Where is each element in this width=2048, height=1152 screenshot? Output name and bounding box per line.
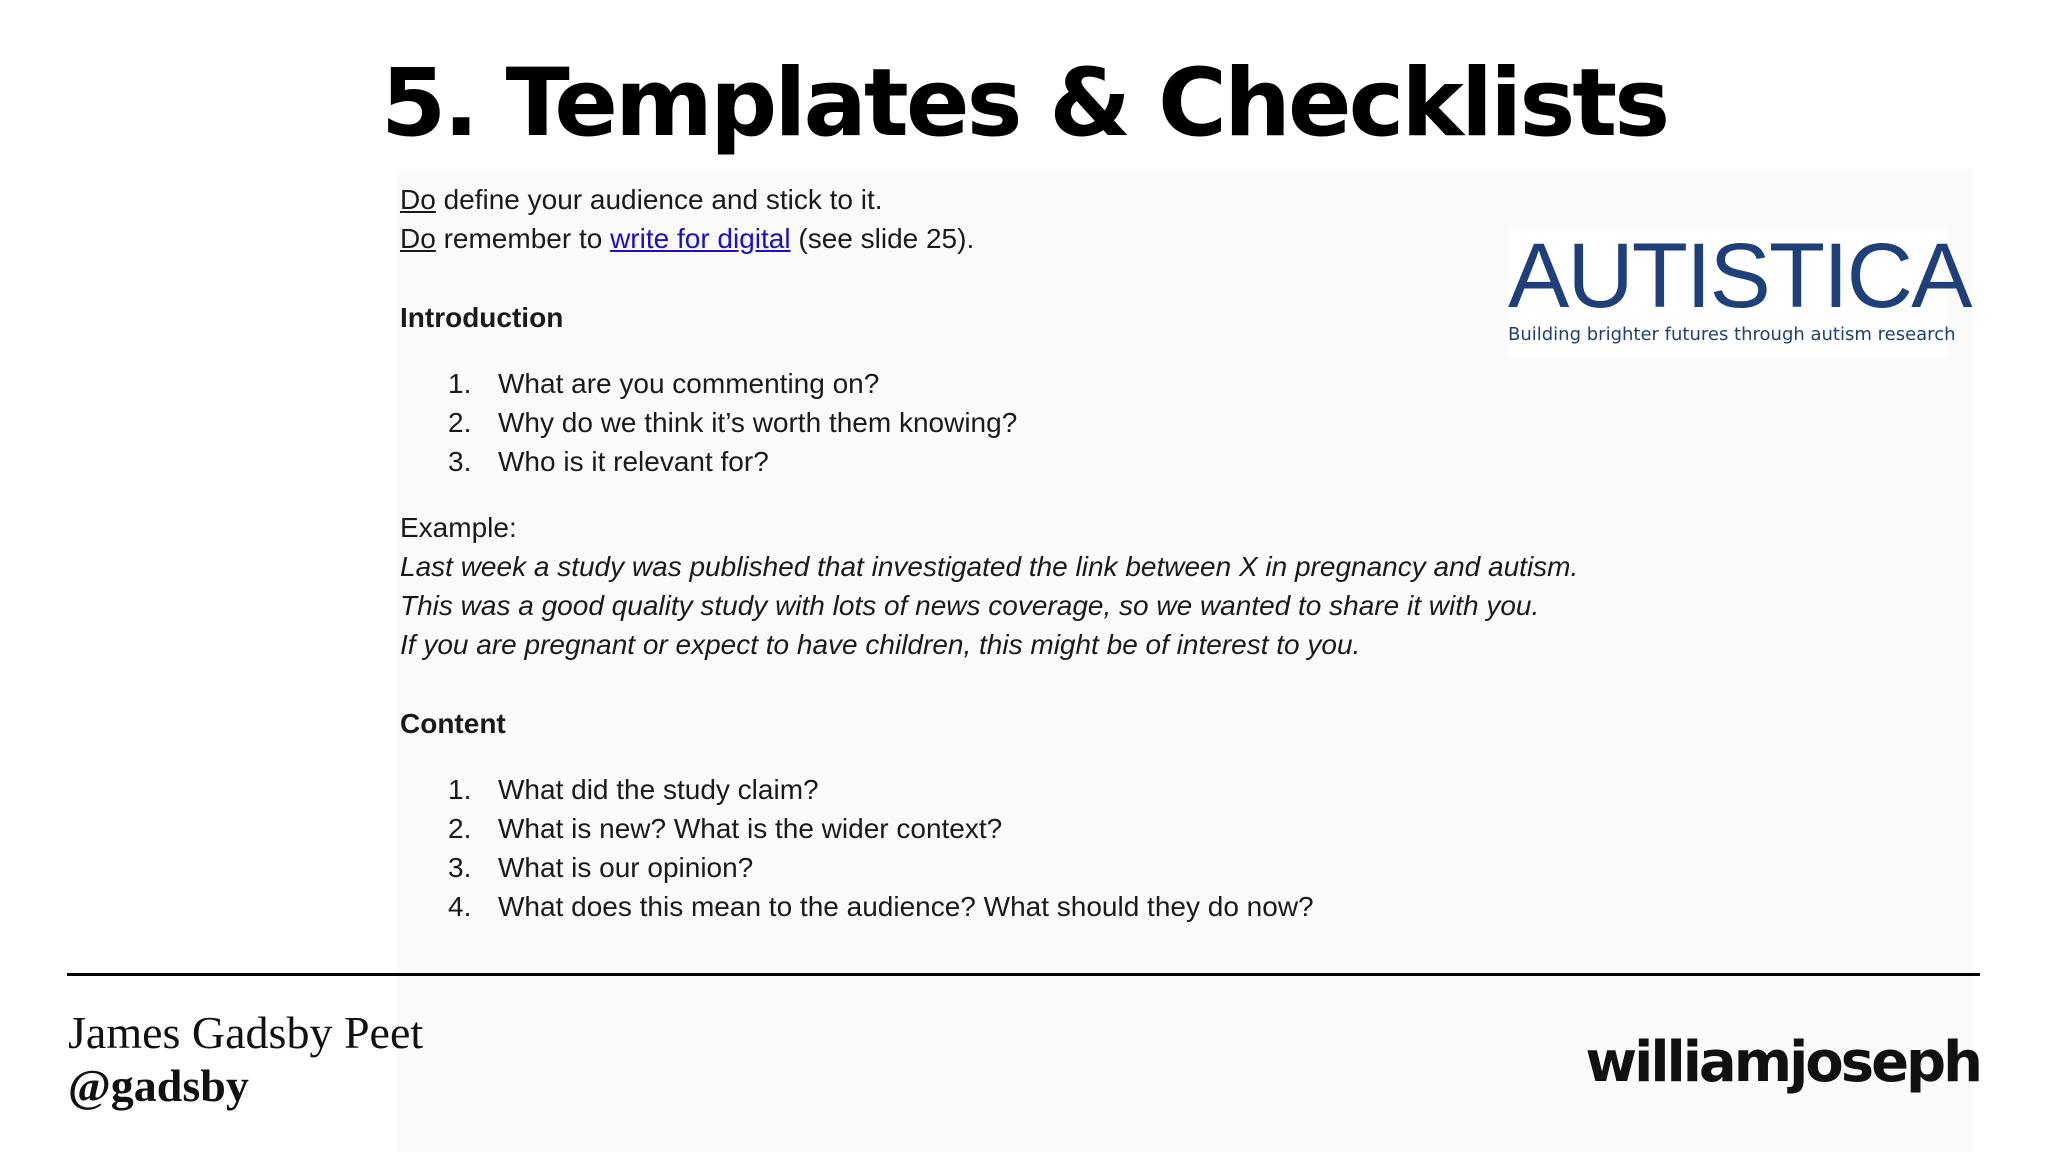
example-label: Example: — [400, 512, 517, 543]
list-text: What is new? What is the wider context? — [498, 813, 1003, 844]
list-item — [400, 809, 1650, 848]
footer-divider — [67, 973, 1980, 976]
list-text: What did the study claim? — [498, 774, 819, 805]
list-number: 2. — [448, 407, 472, 438]
introduction-list — [400, 364, 1650, 481]
intro-line-text: remember to — [435, 223, 611, 254]
author-name: James Gadsby Peet — [68, 1007, 424, 1058]
list-item — [400, 887, 1650, 926]
logo-tagline: Building brighter futures through autism research — [1508, 324, 1956, 345]
author-handle: @gadsby — [68, 1060, 249, 1111]
do-label: Do — [400, 184, 436, 215]
document-body — [400, 180, 1650, 926]
list-number: 4. — [448, 891, 472, 922]
content-list — [400, 770, 1650, 926]
list-item — [400, 442, 1650, 481]
list-text: What are you commenting on? — [498, 368, 880, 399]
list-item — [400, 770, 1650, 809]
autistica-logo — [1508, 225, 1971, 358]
slide-title: 5. Templates & Checklists — [380, 49, 1668, 158]
list-item — [400, 848, 1650, 887]
list-text: What is our opinion? — [498, 852, 754, 883]
example-line: If you are pregnant or expect to have children, this might be of interest to you. — [400, 629, 1361, 660]
list-text: Who is it relevant for? — [498, 446, 769, 477]
list-number: 3. — [448, 852, 472, 883]
list-item — [400, 403, 1650, 442]
introduction-heading: Introduction — [400, 302, 564, 333]
list-number: 2. — [448, 813, 472, 844]
list-text: What does this mean to the audience? What should they do now? — [498, 891, 1314, 922]
list-number: 1. — [448, 368, 472, 399]
intro-line-digital — [400, 219, 1650, 258]
write-for-digital-link[interactable]: write for digital — [610, 223, 791, 254]
example-line: This was a good quality study with lots of news coverage, so we wanted to share it with you. — [400, 590, 1540, 621]
content-heading: Content — [400, 708, 506, 739]
list-item — [400, 364, 1650, 403]
list-number: 3. — [448, 446, 472, 477]
intro-line-audience — [400, 180, 1650, 219]
brand-logo: williamjoseph — [1585, 1030, 1980, 1095]
list-number: 1. — [448, 774, 472, 805]
logo-wordmark: AUTISTICA — [1508, 225, 1971, 327]
intro-line-text: define your audience and stick to it. — [435, 184, 883, 215]
list-text: Why do we think it’s worth them knowing? — [498, 407, 1018, 438]
do-label: Do — [400, 223, 436, 254]
example-line: Last week a study was published that investigated the link between X in pregnancy and autism. — [400, 551, 1579, 582]
intro-line-text: (see slide 25). — [790, 223, 975, 254]
